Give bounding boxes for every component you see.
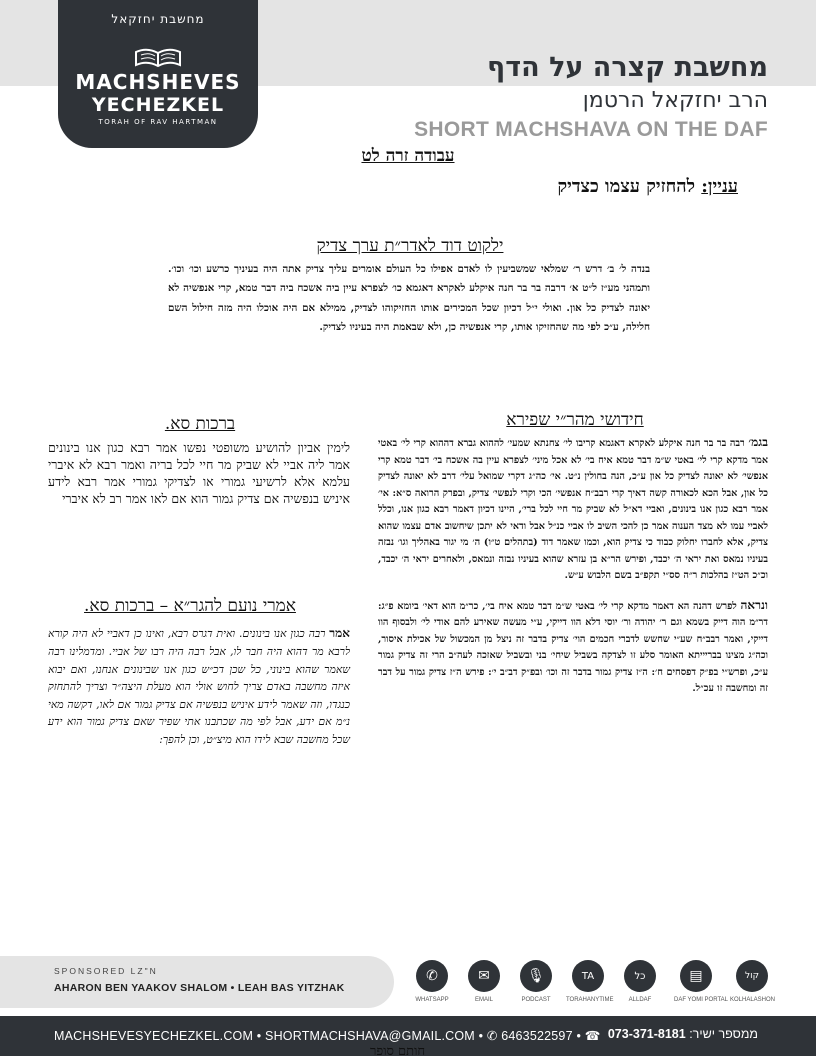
whatsapp-icon: ✆ [416,960,448,992]
yalkut-heading: ילקוט דוד לאדר״ת ערך צדיק [316,236,504,256]
whatsapp-link[interactable]: ✆ WHATSAPP [410,960,454,1003]
page-title-english: SHORT MACHSHAVA ON THE DAF [414,118,768,141]
amrei-noam-text: אמר רבה כגון אנו בינונים. ואית דגרס רבא, ואינו כן דאביי לא היה קורא לרבא מר דהוא היה חבר לו, אבל רבה היה רבו של אביי. ומדמלינו רבה שאמר שהוא בינוני, כל שכן דכ״ש כגון אנו שבינונים אנחנו, ואם יבוא איזה מחשבה באדם צריך לחוש אולי הוא מעלת היצה״ר וצריך להתחזק כנגדו, וזה שאמר לידע איניש בנפשיה אם צדיק גמור אם לאו, דקשה מאי נ״מ אם ידע, אבל לפי מה שכתבנו אתי שפיר שאם צדיק גמור הוא ידע שכל מחשבה שבא לידו הוא מיצ״ט, וכן להפך: [48,626,350,746]
berachos-heading: ברכות סא. [164,414,236,434]
podcast-icon: 🎙 [520,960,552,992]
daf-yomi-portal-icon: ▤ [680,960,712,992]
whatsapp-small-icon: ✆ [486,1029,498,1043]
rabbi-name-hebrew: הרב יחזקאל הרטמן [582,88,768,113]
logo-tagline: TORAH OF RAV HARTMAN [98,118,218,126]
logo-line-1: MACHSHEVES [75,70,241,94]
torahanytime-icon: TA [572,960,604,992]
page-title-hebrew: מחשבת קצרה על הדף [487,52,768,83]
chidushei-heading: חידושי מהר״י שפירא [506,410,644,430]
email-link[interactable]: ✉ EMAIL [462,960,506,1003]
chidushei-lead-1: בגמ׳ [748,435,768,449]
direct-number-value[interactable]: 073-371-8181 [607,1027,686,1041]
open-book-icon [134,46,182,68]
daf-yomi-portal-link[interactable]: ▤ DAF YOMI PORTAL [674,960,718,1003]
chidushei-text: בגמ׳ רבה בר בר חנה איקלע לאקרא דאגמא קריבו לי׳ צחנתא שמעי׳ לההוא גברא דההוא קרי לי׳ באטי אמר מדקא קרי לי׳ באטי ש״מ דבר טמא איח בי׳ לא אכל מיני׳ לצפרא עיין בה אשכח בי׳ דבר טמא קרי אנפשי׳ לא יאונה לצדיק כל און ע״כ, הנה בחולין נ״ט. אי׳ כה״ג דקרי שמואל עלי׳ דרב לא יאונה לצדיק כל און, אבל הכא לכאורה קשה דאיך קרי רבב״ח אנפשי׳ הכי וקרי לנפשי׳ צדיק, ובפרק הרואה ס״א: אי׳ אמר רבא כגון אנו בינונים, ואביי דא״ל לא שביק מר חיי לכל ברי׳, היינו דכיון דאמר רבא כגון אנו, וכלל לאביי עמו לא מצד הענוה אמר כן להכי השיב לו אביי כנ״ל אבל ודאי לא יתכן שיחשוב אדם עצמו שהוא צדיק, אלא לחברו יחלוק כבוד כי צדיק הוא, וכמו שאמר דוד (בתהלים ט״ו) ה׳ מי יגור באהליך וגו׳ נבזה בעיניו נמאס ואת יראי ה׳ יכבד, ופירש הר״א בן עזרא שהוא בעיניו נבזה ונמאס, ולאחרים יראי ה׳ יכבד, וכ״כ הט״ז בהלכות ר״ה סס״י תקפ״ב בשם הלבוש ע״ש. ונראה לפרש דהנה הא דאמר מדקא קרי לי׳ באטי ש״מ דבר טמא איח בי׳, כר״מ הוא דאי׳ ביומא פ״ג: דר״מ הוה דייק בשמא וגם ר׳ יהודה ור׳ יוסי דלא הוו דייקי, ע״י מעשה שאירע להם אודי לי׳ ולבסוף הוו דייקי, ואמר רבב״ח שע״י שחשש לדברי חכמים הוי׳ צדיק בדבר זה ניצל מן המכשול של אכילת איסור, וכה״ג מצינו בבריייתא האומר סלע זו לצדקה בשביל שיחי׳ בני ובשביל שאזכה לעה״ב הרי זה צדיק גמור ע״כ, ופרש״י בפ״ק דפסחים ח׳: ה״ז צדיק גמור בדבר זה וכו׳ ובפ״ק דב״ב י׳: פירש ה״ז צדיק גמור על דבר זה ומחשבה זו עכ״ל. [378,435,768,695]
amrei-noam-heading: אמרי נועם להגר״א – ברכות סא. [84,596,296,616]
inyan-label: עניין: [701,176,738,197]
berachos-text: לימין אביון להושיע משופטי נפשו אמר רבא כגון אנו בינונים אמר ליה אביי לא שביק מר חיי לכל בריה ואמר רבא לא איברי עלמא אלא לרשיעי גמורי או לצדיקי גמורי אמר רבא לידע איניש בנפשיה אם צדיק גמור הוא אם לאו אמר רב לא איברי [48,440,350,506]
footer-note: חותם סופר [370,1044,426,1059]
phone-icon: ☎ [584,1029,601,1043]
email-icon: ✉ [468,960,500,992]
kolhalashon-icon: קול [736,960,768,992]
kolhalashon-link[interactable]: קול KOLHALASHON [730,960,774,1003]
podcast-link[interactable]: 🎙 PODCAST [514,960,558,1003]
sponsor-names: AHARON BEN YAAKOV SHALOM • LEAH BAS YITZHAK [54,982,345,994]
sponsor-label: SPONSORED LZ"N [54,966,158,976]
alldaf-icon: כל [624,960,656,992]
amrei-lead: אמר [329,626,350,640]
email-address-link[interactable]: SHORTMACHSHAVA@GMAIL.COM [265,1029,475,1043]
sponsor-box [0,956,394,1008]
whatsapp-number[interactable]: 6463522597 [501,1029,573,1043]
machsheves-yechezkel-logo [58,0,258,148]
direct-number [608,1027,758,1041]
chidushei-lead-2: ונראה [740,597,768,612]
link-icons [410,960,780,1010]
inyan-title [558,176,738,197]
contact-left: MACHSHEVESYECHEZKEL.COM • SHORTMACHSHAVA@GMAIL.COM • ✆ 6463522597 • ☎ [54,1029,601,1043]
direct-number-label: ממספר ישיר: [689,1027,758,1041]
torahanytime-link[interactable]: TA TORAHANYTIME [566,960,610,1003]
logo-hebrew-title: מחשבת יחזקאל [111,12,205,26]
website-link[interactable]: MACHSHEVESYECHEZKEL.COM [54,1029,254,1043]
yalkut-text: בנדה ל׳ ב׳ דרש ר׳ שמלאי שמשביעין לו לאדם אפילו כל העולם אומרים עליך צדיק אתה היה בעיניך כרשע וכו׳ וכו׳. ותמהני מע״ז ל״ט א׳ דרבה בר בר חנה איקלע לאקרא דאגמא כו׳ לצפרא עיין ביה אשכח ביה דבר טמא, קרי אנפשיה לא יאונה לצדיק כל און. ואולי י״ל דכיון שכל המכירים אותו החזיקוהו לצדיק, ממילא אם היה אוכלו היה מזה חילול השם חלילה, ע״כ לפי מה שהחזיקו אותו, קרי אנפשיה כן, ולא שבאמת היה בעיניו לצדיק. [168,263,650,334]
logo-line-2: YECHEZKEL [91,94,225,116]
inyan-text: להחזיק עצמו כצדיק [557,176,702,197]
alldaf-link[interactable]: כל ALLDAF [618,960,662,1003]
daf-title: עבודה זרה לט [361,146,455,166]
